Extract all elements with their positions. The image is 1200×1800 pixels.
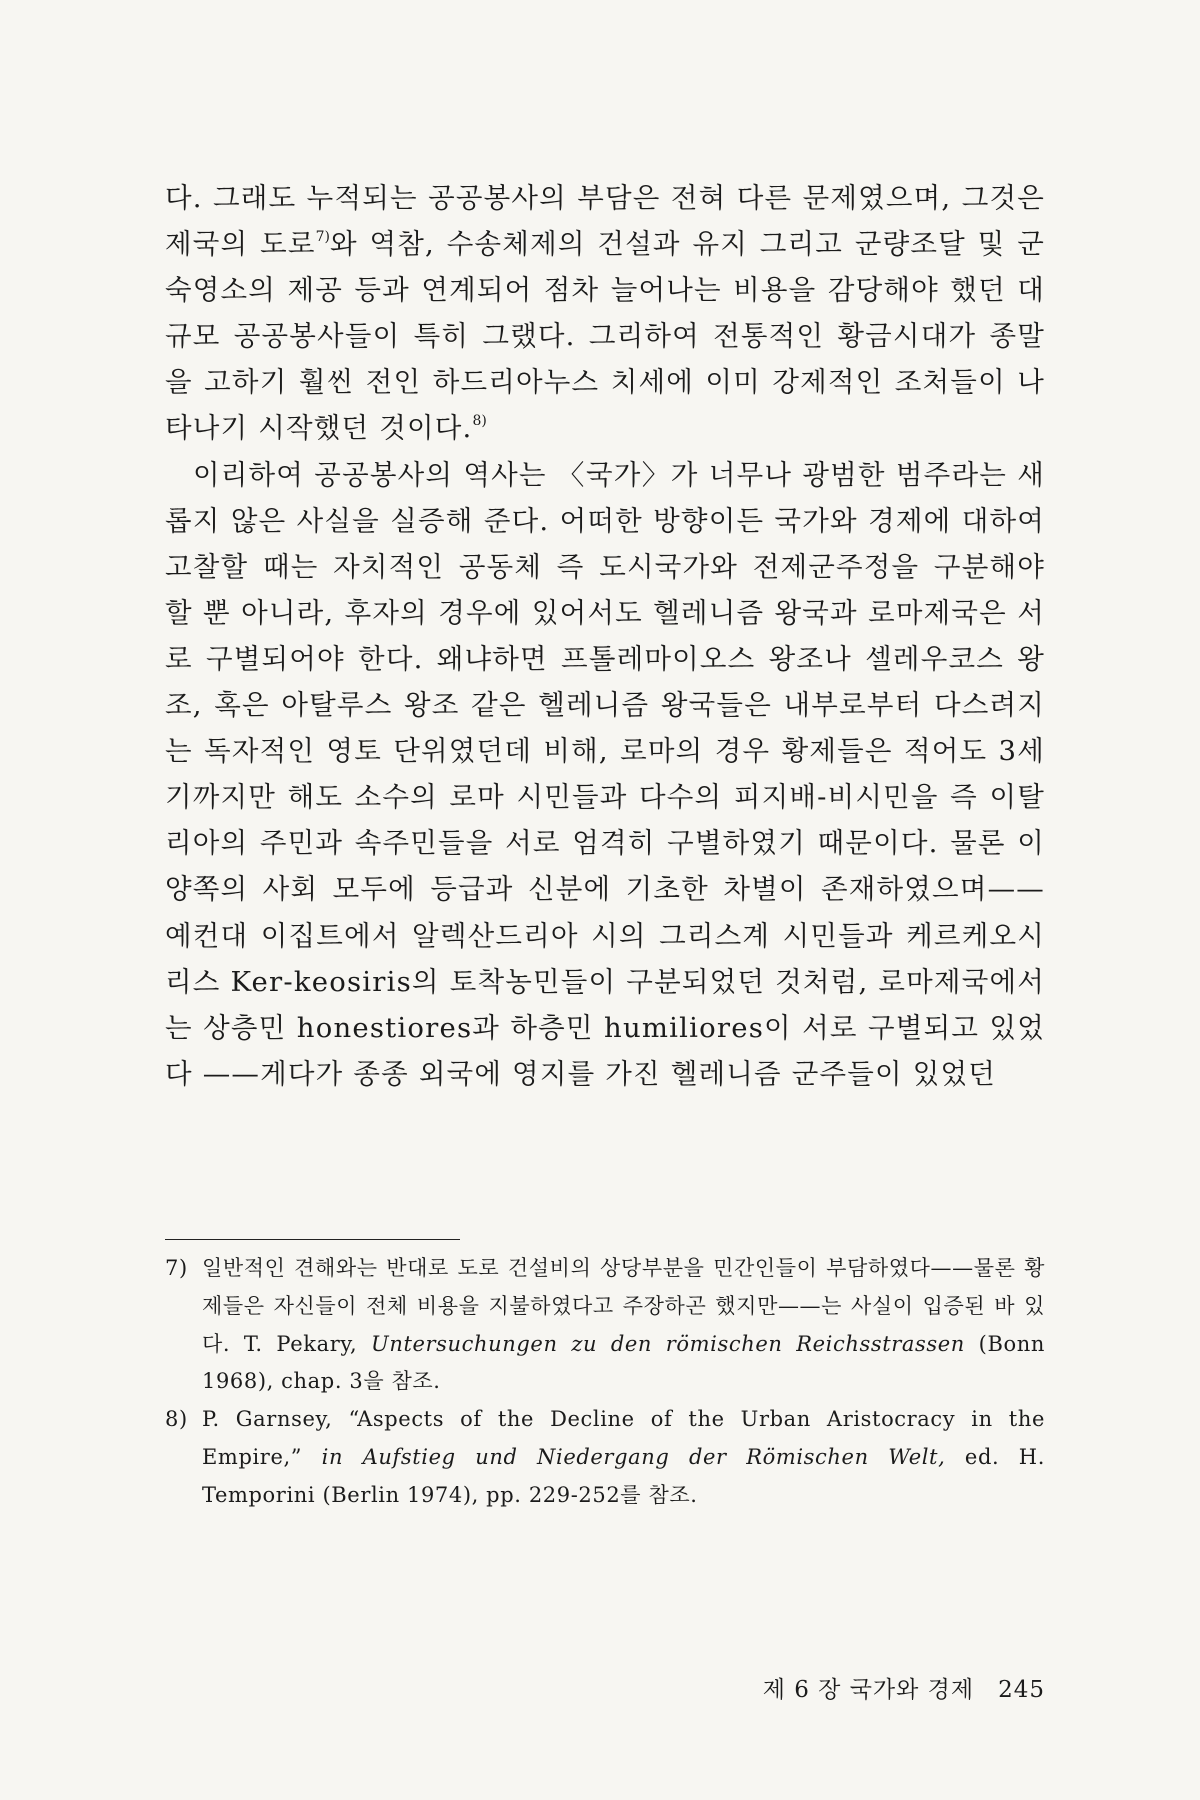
paragraph-1-part-a: 다. 그래도 누적되는 공공봉사의 부담은 전혀 다른 문제였으며, 그것은 제국의 도로: [165, 182, 1045, 261]
footnote-text-a: P. Garnsey, “Aspects of the Decline of the Urban Aristocracy in the Empire,”: [202, 1407, 1045, 1469]
footnote-8: [165, 1401, 1045, 1514]
paragraph-2-text: 이리하여 공공봉사의 역사는 〈국가〉가 너무나 광범한 범주라는 새롭지 않은 사실을 실증해 준다. 어떠한 방향이든 국가와 경제에 대하여 고찰할 때는 자치적인 공동체 즉 도시국가와 전제군주정을 구분해야 할 뿐 아니라, 후자의 경우에 있어서도 헬레니즘 왕국과 로마제국은 서로 구별되어야 한다. 왜냐하면 프톨레마이오스 왕조나 셀레우코스 왕조, 혹은 아탈루스 왕조 같은 헬레니즘 왕국들은 내부로부터 다스려지는 독자적인 영토 단위였던데 비해, 로마의 경우 황제들은 적어도 3세기까지만 해도 소수의 로마 시민들과 다수의 피지배-비시민을 즉 이탈리아의 주민과 속주민들을 서로 엄격히 구별하였기 때문이다. 물론 이 양쪽의 사회 모두에 등급과 신분에 기초한 차별이 존재하였으며—— 예컨대 이집트에서 알렉산드리아 시의 그리스계 시민들과 케르케오시리스 Ker-keosiris의 토착농민들이 구분되었던 것처럼, 로마제국에서는 상층민 honestiores과 하층민 humiliores이 서로 구별되고 있었다 ——게다가 종종 외국에 영지를 가진 헬레니즘 군주들이 있었던: [165, 458, 1045, 1090]
footnote-text-a: 일반적인 견해와는 반대로 도로 건설비의 상당부분을 민간인들이 부담하였다——물론 황제들은 자신들이 전체 비용을 지불하였다고 주장하곤 했지만——는 사실이 입증된 바 있다. T. Pekary,: [202, 1256, 1045, 1356]
chapter-title: 제 6 장 국가와 경제: [762, 1677, 975, 1703]
footnote-number: 8): [165, 1407, 188, 1432]
paragraph-1-part-b: 와 역참, 수송체제의 건설과 유지 그리고 군량조달 및 군숙영소의 제공 등과 연계되어 점차 늘어나는 비용을 감당해야 했던 대규모 공공봉사들이 특히 그랬다. 그리하여 전통적인 황금시대가 종말을 고하기 훨씬 전인 하드리아누스 치세에 이미 강제적인 조처들이 나타나기 시작했던 것이다.: [165, 228, 1045, 445]
footnote-text-b: ed. H. Temporini (Berlin 1974), pp. 229-252를 참조.: [202, 1444, 1045, 1507]
footnote-book-title: Untersuchungen zu den römischen Reichsstrassen: [371, 1331, 965, 1356]
page-number: 245: [998, 1677, 1045, 1703]
main-text: [165, 175, 1045, 1097]
paragraph-1: [165, 175, 1045, 452]
paragraph-2: [165, 452, 1045, 1097]
page-footer: [670, 1671, 1045, 1704]
footnote-ref-8: 8): [472, 413, 487, 430]
footnote-text-b: (Bonn 1968), chap. 3을 참조.: [202, 1331, 1045, 1394]
footnote-divider: [165, 1239, 460, 1240]
footnote-7: [165, 1250, 1045, 1401]
footnote-ref-7: 7): [315, 229, 330, 246]
footnotes: [165, 1250, 1045, 1515]
footnote-book-title: in Aufstieg und Niedergang der Römischen Welt,: [321, 1444, 946, 1469]
footnote-number: 7): [165, 1256, 188, 1280]
